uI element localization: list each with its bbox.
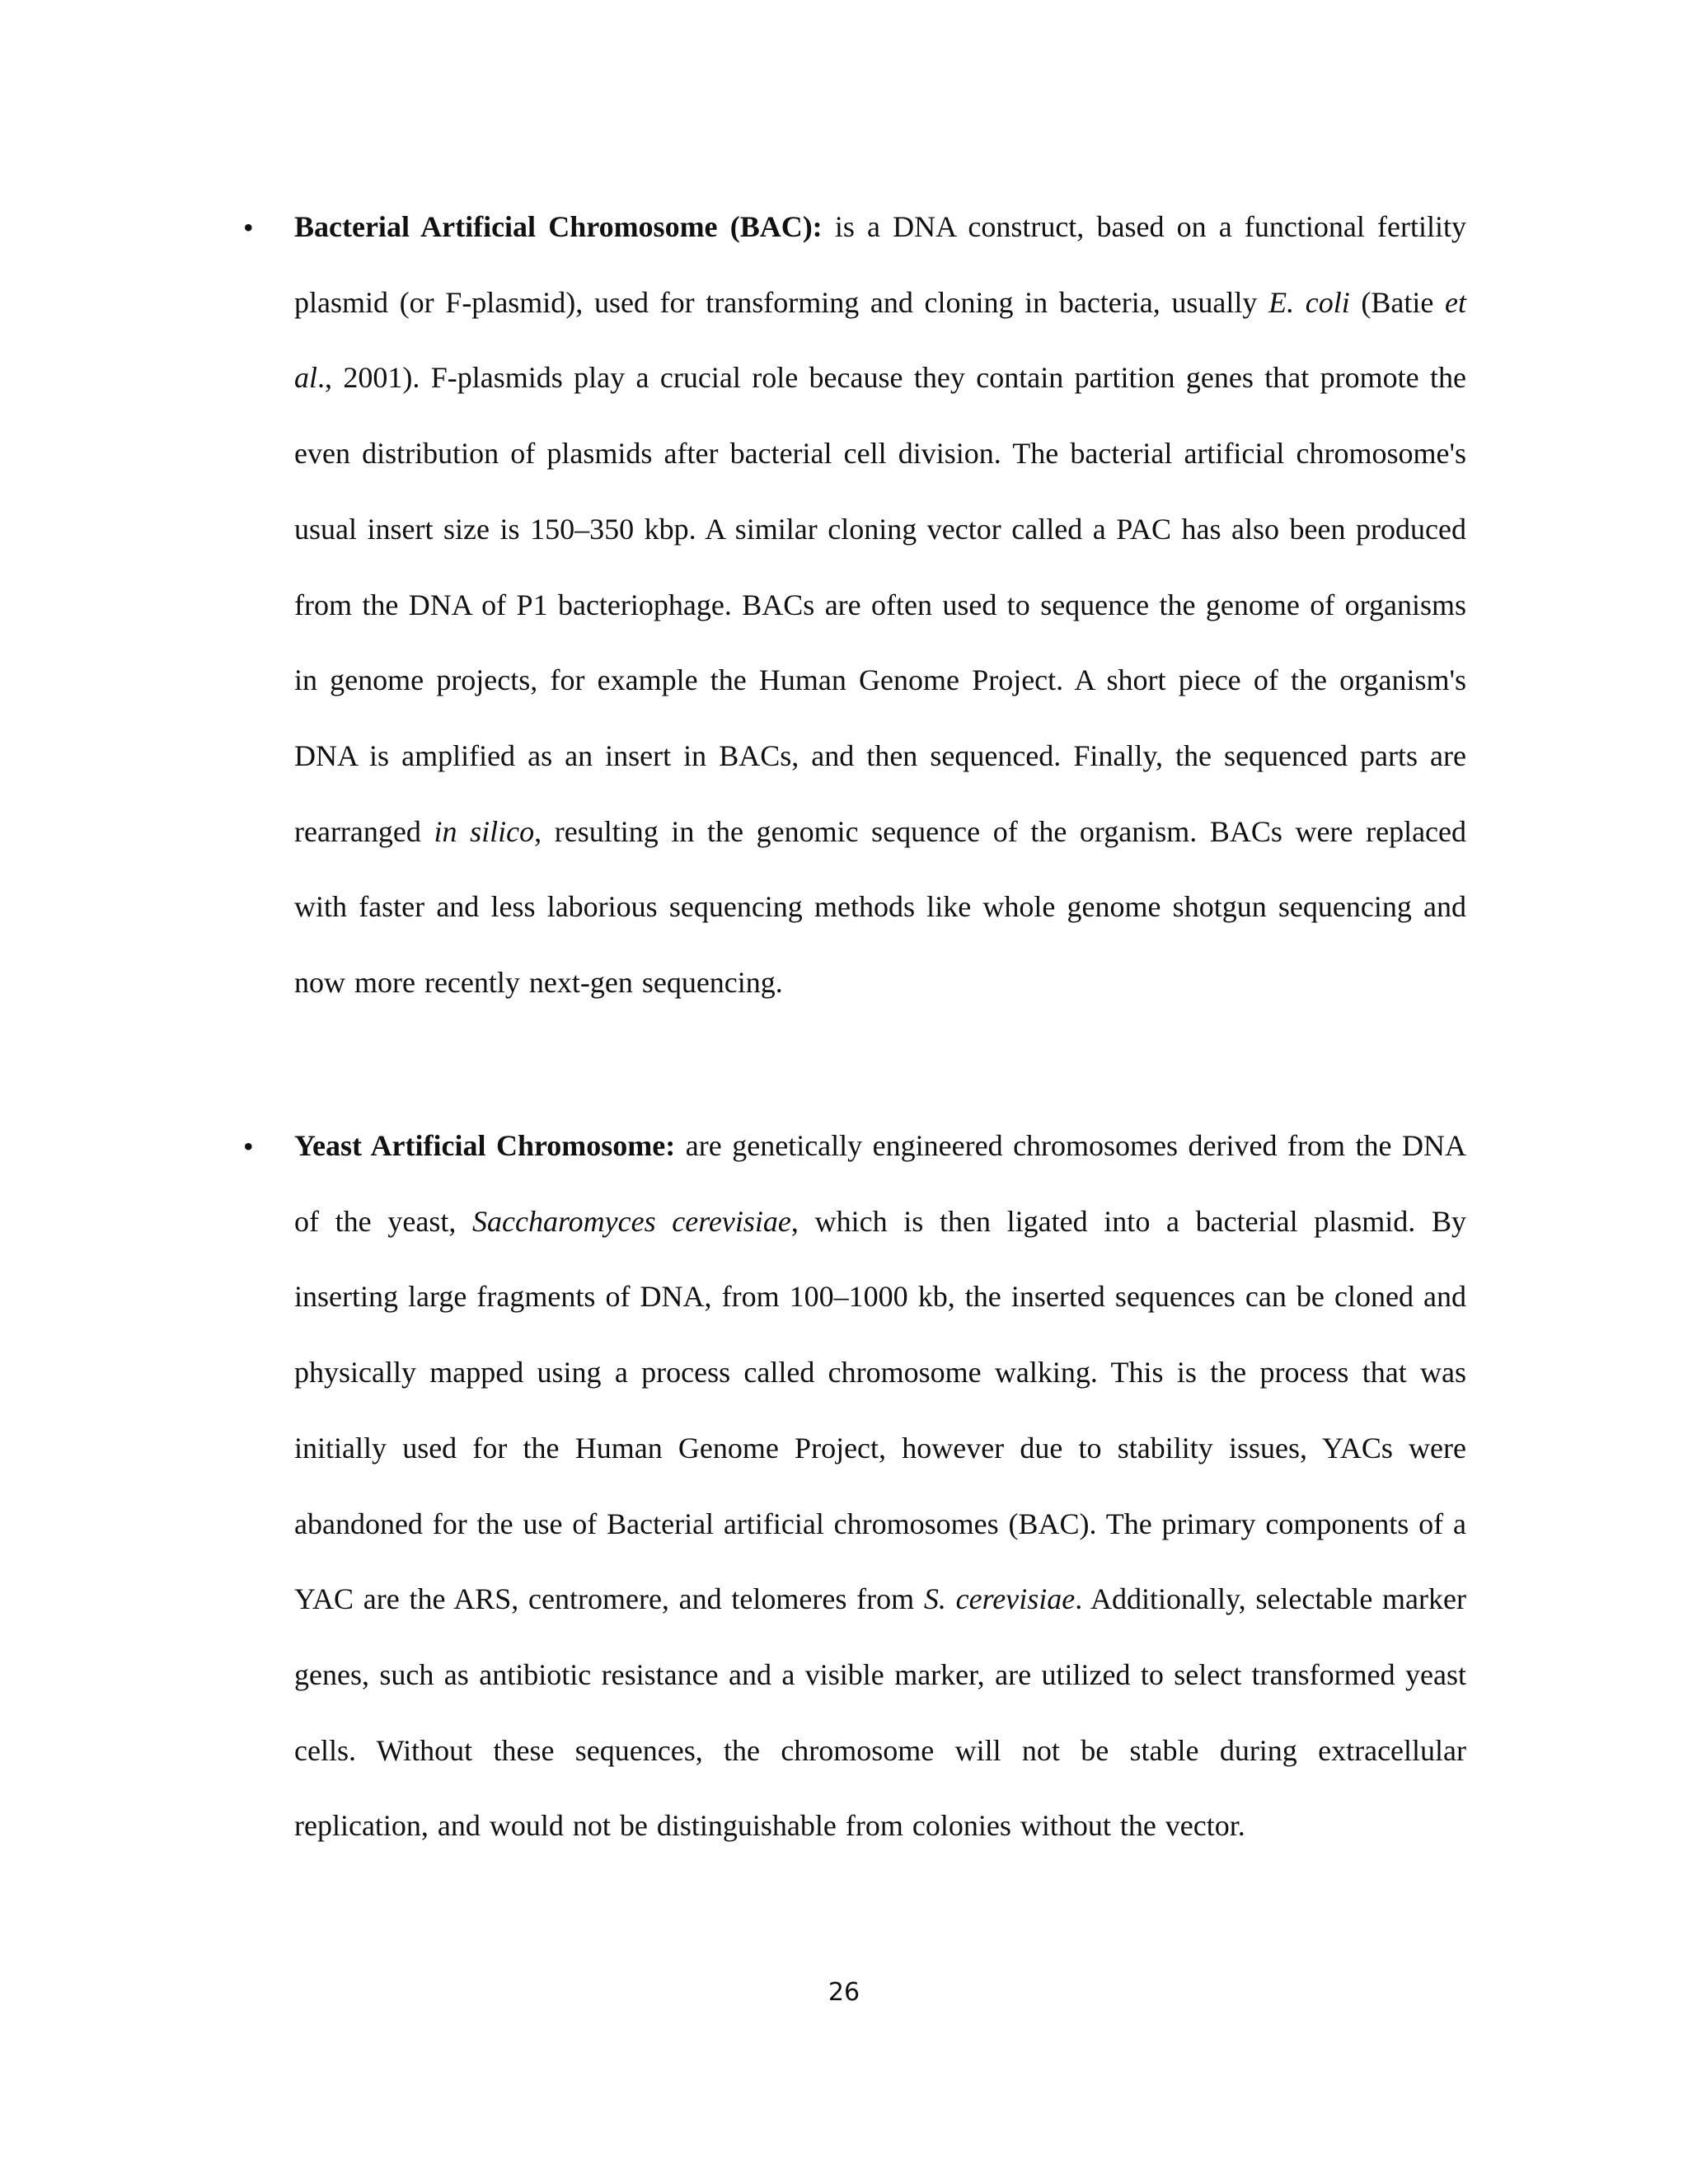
bac-paragraph	[294, 190, 1466, 1021]
bac-in-silico-italic: in silico	[434, 814, 535, 848]
bullet-item-yac	[243, 1108, 1466, 1864]
bac-text-2: (Batie	[1349, 285, 1446, 319]
yac-text-2: , which is then ligated into a bacterial plasmid. By inserting large fragments of DNA, from 100–1000 kb, the inserted sequences can be cloned and physically mapped using a process called chromosome walking. This is the process that was initially used for the Human Genome Project, however due to stability issues, YACs were abandoned for the use of Bacterial artificial chromosomes (BAC). The primary components of a YAC are the ARS, centromere, and telomeres from	[294, 1204, 1466, 1616]
bac-term: Bacterial Artificial Chromosome (BAC):	[294, 210, 823, 243]
bac-text-1: is a DNA construct, based on a functional fertility plasmid (or F-plasmid), used for transforming and cloning in bacteria, usually	[294, 210, 1466, 319]
page-number: 26	[828, 1978, 860, 2007]
yac-species-italic: Saccharomyces cerevisiae	[472, 1204, 791, 1238]
yac-paragraph	[294, 1108, 1466, 1864]
bac-text-4: , resulting in the genomic sequence of the organism. BACs were replaced with faster and less laborious sequencing methods like whole genome shotgun sequencing and now more recently next-gen sequencing.	[294, 814, 1467, 1000]
bullet-icon: •	[243, 211, 254, 244]
yac-term: Yeast Artificial Chromosome:	[294, 1129, 676, 1162]
bac-species-italic: E. coli	[1268, 285, 1350, 319]
yac-text-3: . Additionally, selectable marker genes, such as antibiotic resistance and a visible marker, are utilized to select transformed yeast cells. Without these sequences, the chromosome will not be stable during extracellular replication, and would not be distinguishable from colonies without the vector.	[294, 1582, 1466, 1843]
bac-et-al-italic: et al	[294, 285, 1466, 395]
bac-text-3: ., 2001). F-plasmids play a crucial role because they contain partition genes that promote the even distribution of plasmids after bacterial cell division. The bacterial artificial chromosome's usual insert size is 150–350 kbp. A similar cloning vector called a PAC has also been produced from the DNA of P1 bacteriophage. BACs are often used to sequence the genome of organisms in genome projects, for example the Human Genome Project. A short piece of the organism's DNA is amplified as an insert in BACs, and then sequenced. Finally, the sequenced parts are rearranged	[294, 361, 1466, 848]
bullet-item-bac	[243, 190, 1467, 1021]
bullet-icon: •	[243, 1130, 254, 1163]
yac-species-abbrev-italic: S. cerevisiae	[923, 1582, 1076, 1616]
yac-text-1: are genetically engineered chromosomes derived from the DNA of the yeast,	[294, 1129, 1466, 1238]
